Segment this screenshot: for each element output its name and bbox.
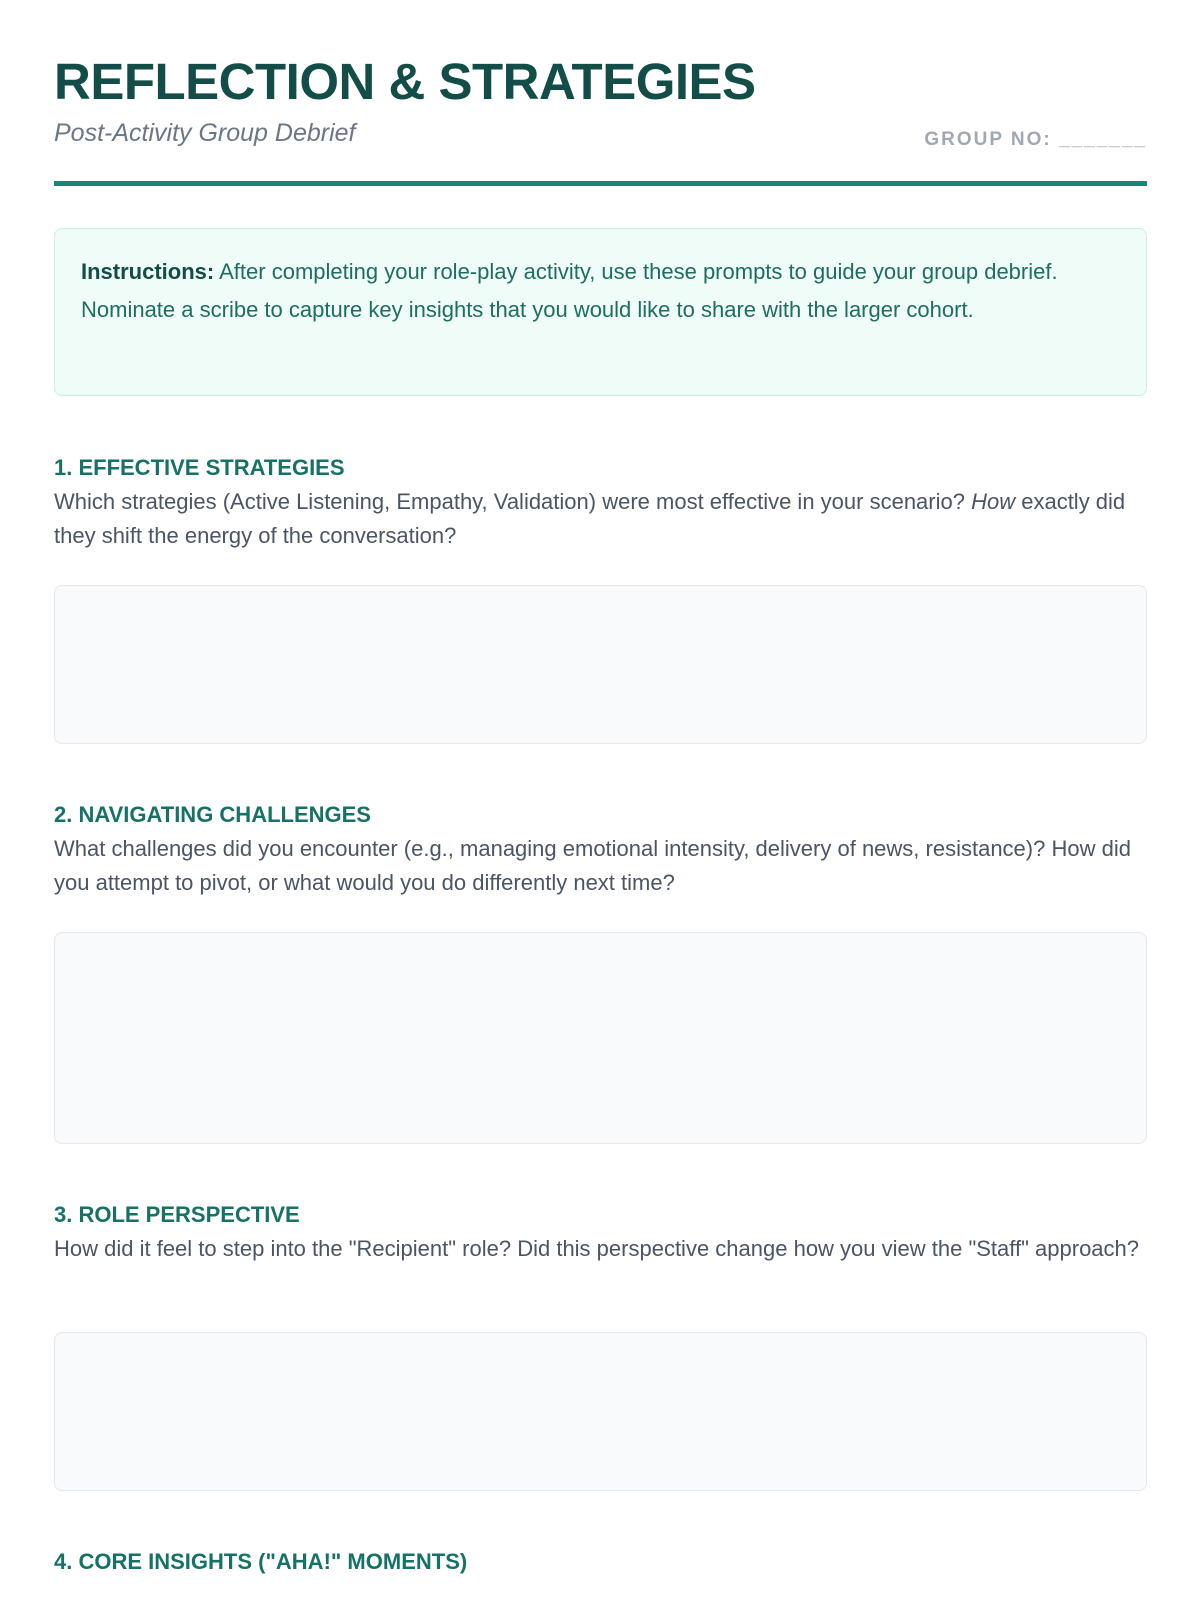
page-header — [54, 0, 1147, 186]
section-title-navigating-challenges: 2. NAVIGATING CHALLENGES — [54, 802, 371, 827]
prompt-emphasis: How — [971, 489, 1016, 514]
section-title-core-insights: 4. CORE INSIGHTS ("AHA!" MOMENTS) — [54, 1549, 468, 1574]
prompt-text-rest: exactly did they shift the energy of the conversation? — [54, 489, 1126, 548]
section-title-effective-strategies: 1. EFFECTIVE STRATEGIES — [54, 455, 345, 480]
answer-box-effective-strategies[interactable] — [54, 585, 1147, 744]
section-prompt-role-perspective: How did it feel to step into the "Recipient" role? Did this perspective change how you view the "Staff" approach? — [54, 1236, 1140, 1261]
instructions-text: After completing your role-play activity, use these prompts to guide your group debrief. Nominate a scribe to capture key insights that you would like to share with the larger cohort. — [81, 259, 1058, 322]
page-subtitle: Post-Activity Group Debrief — [54, 119, 356, 147]
worksheet-page — [54, 0, 1147, 1574]
instructions-box — [54, 228, 1147, 396]
group-number-field: GROUP NO: _______ — [924, 129, 1147, 150]
instructions-lead: Instructions: — [81, 259, 215, 284]
section-prompt-effective-strategies — [54, 485, 1147, 553]
page-title: REFLECTION & STRATEGIES — [54, 53, 756, 110]
section-title-role-perspective: 3. ROLE PERSPECTIVE — [54, 1202, 300, 1227]
section-prompt-navigating-challenges: What challenges did you encounter (e.g., managing emotional intensity, delivery of news, resistance)? How did you attempt to pivot, or what would you do differently next time? — [54, 836, 1131, 895]
prompt-text: Which strategies (Active Listening, Empathy, Validation) were most effective in your scenario? — [54, 489, 972, 514]
answer-box-navigating-challenges[interactable] — [54, 932, 1147, 1144]
answer-box-role-perspective[interactable] — [54, 1332, 1147, 1491]
